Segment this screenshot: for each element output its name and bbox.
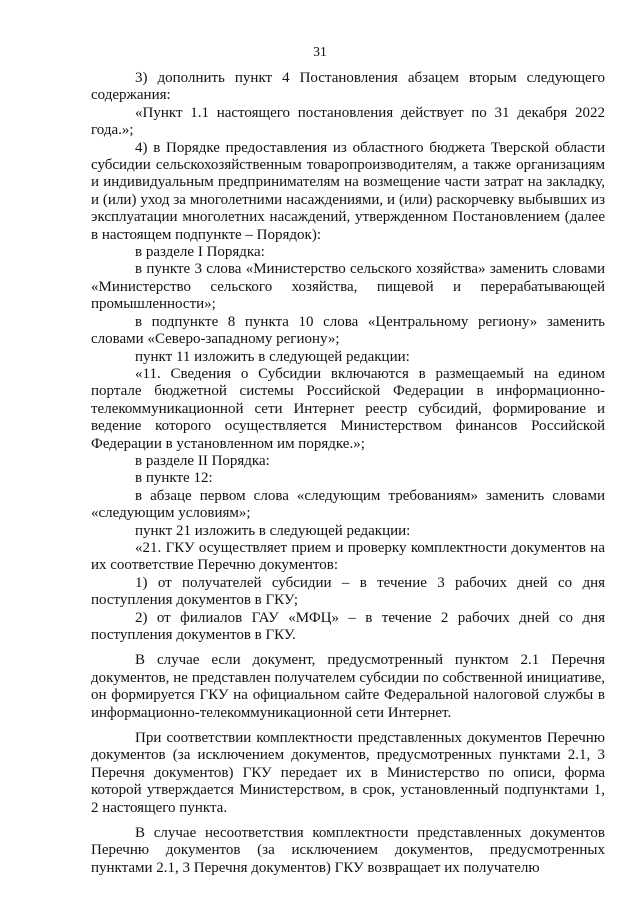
paragraph-point-12: в пункте 12: [135,470,213,487]
paragraph-item-4: 4) в Порядке предоставления из областного бюджета Тверской области субсидии сельскохозяйственным товаропроизводителям, а также организациям и индивидуальным предпринимателям на возмещение части затрат на закладку, и (или) уход за многолетними насаждениями, и (или) раскорчевку выбывших из эксплуатации многолетних насаждений, утвержденном Постановлением (далее в настоящем подпункте – Порядок): [91,139,605,243]
paragraph-point-12-text: в абзаце первом слова «следующим требованиям» заменить словами «следующим условиям»; [91,487,605,522]
paragraph-point-21-intro: пункт 21 изложить в следующей редакции: [135,522,411,539]
paragraph-point-11-text: «11. Сведения о Субсидии включаются в размещаемый на едином портале бюджетной системы Российской Федерации в информационно-телекоммуникационной сети Интернет реестр субсидий, формирование и ведение которого осуществляется Министерством финансов Российской Федерации в установленном им порядке.»; [91,365,605,452]
paragraph-section-1: в разделе I Порядка: [135,244,265,261]
paragraph-point-11-intro: пункт 11 изложить в следующей редакции: [135,348,410,365]
paragraph-point-3: в пункте 3 слова «Министерство сельского хозяйства» заменить словами «Министерство сельского хозяйства, пищевой и перерабатывающей промышленности»; [91,261,605,313]
paragraph-subitem-1: 1) от получателей субсидии – в течение 3 рабочих дней со дня поступления документов в ГКУ; [91,574,605,609]
paragraph-item-3: 3) дополнить пункт 4 Постановления абзацем вторым следующего содержания: [91,70,605,104]
paragraph-subitem-2: 2) от филиалов ГАУ «МФЦ» – в течение 2 рабочих дней со дня поступления документов в ГКУ. [91,609,605,643]
document-body [91,70,605,877]
page-number: 31 [313,44,327,59]
paragraph-incomplete-documents: В случае несоответствия комплектности представленных документов Перечню документов (за исключением документов, предусмотренных пунктами 2.1, 3 Перечня документов) ГКУ возвращает их получателю [91,825,605,876]
paragraph-section-2: в разделе II Порядка: [135,452,270,469]
paragraph-quote-1-1: «Пункт 1.1 настоящего постановления действует по 31 декабря 2022 года.»; [91,104,605,139]
paragraph-point-21-text: «21. ГКУ осуществляет прием и проверку комплектности документов на их соответствие Перечню документов: [91,539,605,574]
paragraph-complete-documents: При соответствии комплектности представленных документов Перечню документов (за исключением документов, предусмотренных пунктами 2.1, 3 Перечня документов) ГКУ передает их в Министерство по описи, форма которой утверждается Министерством, в срок, установленный подпунктами 1, 2 настоящего пункта. [91,730,605,816]
paragraph-point-10: в подпункте 8 пункта 10 слова «Центральному региону» заменить словами «Северо-западному региону»; [91,313,605,348]
paragraph-document-missing: В случае если документ, предусмотренный пунктом 2.1 Перечня документов, не представлен получателем субсидии по собственной инициативе, он формируется ГКУ на официальном сайте Федеральной налоговой службы в информационно-телекоммуникационной сети Интернет. [91,652,605,721]
